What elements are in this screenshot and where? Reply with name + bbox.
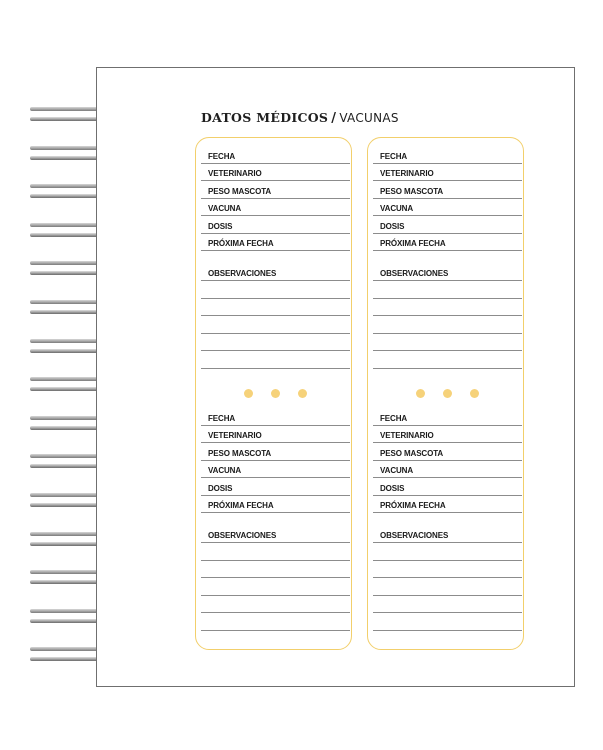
field-label-peso-mascota: PESO MASCOTA: [380, 448, 444, 458]
separator-dot: [271, 389, 280, 398]
write-line[interactable]: [201, 180, 350, 181]
field-label-proxima-fecha: PRÓXIMA FECHA: [380, 501, 446, 510]
write-line[interactable]: [201, 250, 350, 251]
observation-line[interactable]: [373, 368, 522, 369]
field-label-observaciones: OBSERVACIONES: [380, 269, 449, 278]
field-label-peso-mascota: PESO MASCOTA: [208, 186, 272, 196]
observation-line[interactable]: [201, 333, 350, 334]
observation-line[interactable]: [373, 577, 522, 578]
separator-dot: [443, 389, 452, 398]
write-line[interactable]: [373, 495, 522, 496]
observation-line[interactable]: [201, 577, 350, 578]
write-line[interactable]: [373, 460, 522, 461]
write-line[interactable]: [373, 425, 522, 426]
field-label-dosis: DOSIS: [380, 483, 405, 493]
separator-dot: [298, 389, 307, 398]
write-line[interactable]: [201, 495, 350, 496]
write-line[interactable]: [373, 442, 522, 443]
field-label-vacuna: VACUNA: [380, 204, 414, 214]
observation-line[interactable]: [201, 630, 350, 631]
write-line[interactable]: [201, 477, 350, 478]
write-line[interactable]: [373, 215, 522, 216]
observation-line[interactable]: [373, 298, 522, 299]
field-label-dosis: DOSIS: [208, 483, 233, 493]
field-label-observaciones: OBSERVACIONES: [208, 531, 277, 540]
observation-line[interactable]: [201, 280, 350, 281]
observation-line[interactable]: [373, 595, 522, 596]
page-title-separator: /: [331, 111, 337, 126]
field-label-veterinario: VETERINARIO: [380, 431, 434, 441]
field-label-proxima-fecha: PRÓXIMA FECHA: [380, 239, 446, 248]
observation-line[interactable]: [201, 542, 350, 543]
observation-line[interactable]: [201, 368, 350, 369]
observation-line[interactable]: [201, 350, 350, 351]
write-line[interactable]: [201, 233, 350, 234]
write-line[interactable]: [201, 425, 350, 426]
page-title: [201, 110, 399, 126]
separator-dot: [470, 389, 479, 398]
page-title-main: DATOS MÉDICOS: [201, 110, 329, 125]
observation-line[interactable]: [201, 595, 350, 596]
write-line[interactable]: [201, 442, 350, 443]
observation-line[interactable]: [201, 315, 350, 316]
write-line[interactable]: [373, 250, 522, 251]
field-label-vacuna: VACUNA: [380, 466, 414, 476]
write-line[interactable]: [201, 512, 350, 513]
observation-line[interactable]: [373, 560, 522, 561]
field-label-fecha: FECHA: [208, 414, 236, 423]
observation-line[interactable]: [373, 612, 522, 613]
write-line[interactable]: [373, 477, 522, 478]
write-line[interactable]: [201, 198, 350, 199]
observation-line[interactable]: [373, 280, 522, 281]
field-label-veterinario: VETERINARIO: [208, 431, 262, 441]
field-label-fecha: FECHA: [380, 152, 408, 161]
write-line[interactable]: [201, 460, 350, 461]
field-label-peso-mascota: PESO MASCOTA: [380, 186, 444, 196]
write-line[interactable]: [373, 233, 522, 234]
separator-dot: [416, 389, 425, 398]
field-label-fecha: FECHA: [208, 152, 236, 161]
write-line[interactable]: [373, 198, 522, 199]
write-line[interactable]: [201, 215, 350, 216]
field-label-dosis: DOSIS: [380, 221, 405, 231]
field-label-veterinario: VETERINARIO: [380, 169, 434, 179]
write-line[interactable]: [373, 512, 522, 513]
observation-line[interactable]: [373, 630, 522, 631]
write-line[interactable]: [373, 163, 522, 164]
observation-line[interactable]: [373, 315, 522, 316]
field-label-vacuna: VACUNA: [208, 466, 242, 476]
page-title-sub: VACUNAS: [339, 111, 399, 125]
observation-line[interactable]: [373, 542, 522, 543]
field-label-veterinario: VETERINARIO: [208, 169, 262, 179]
field-label-observaciones: OBSERVACIONES: [380, 531, 449, 540]
field-label-dosis: DOSIS: [208, 221, 233, 231]
observation-line[interactable]: [201, 560, 350, 561]
observation-line[interactable]: [201, 298, 350, 299]
field-label-proxima-fecha: PRÓXIMA FECHA: [208, 239, 274, 248]
field-label-fecha: FECHA: [380, 414, 408, 423]
write-line[interactable]: [201, 163, 350, 164]
write-line[interactable]: [373, 180, 522, 181]
field-label-vacuna: VACUNA: [208, 204, 242, 214]
field-label-proxima-fecha: PRÓXIMA FECHA: [208, 501, 274, 510]
observation-line[interactable]: [373, 333, 522, 334]
field-label-peso-mascota: PESO MASCOTA: [208, 448, 272, 458]
observation-line[interactable]: [373, 350, 522, 351]
observation-line[interactable]: [201, 612, 350, 613]
separator-dot: [244, 389, 253, 398]
field-label-observaciones: OBSERVACIONES: [208, 269, 277, 278]
